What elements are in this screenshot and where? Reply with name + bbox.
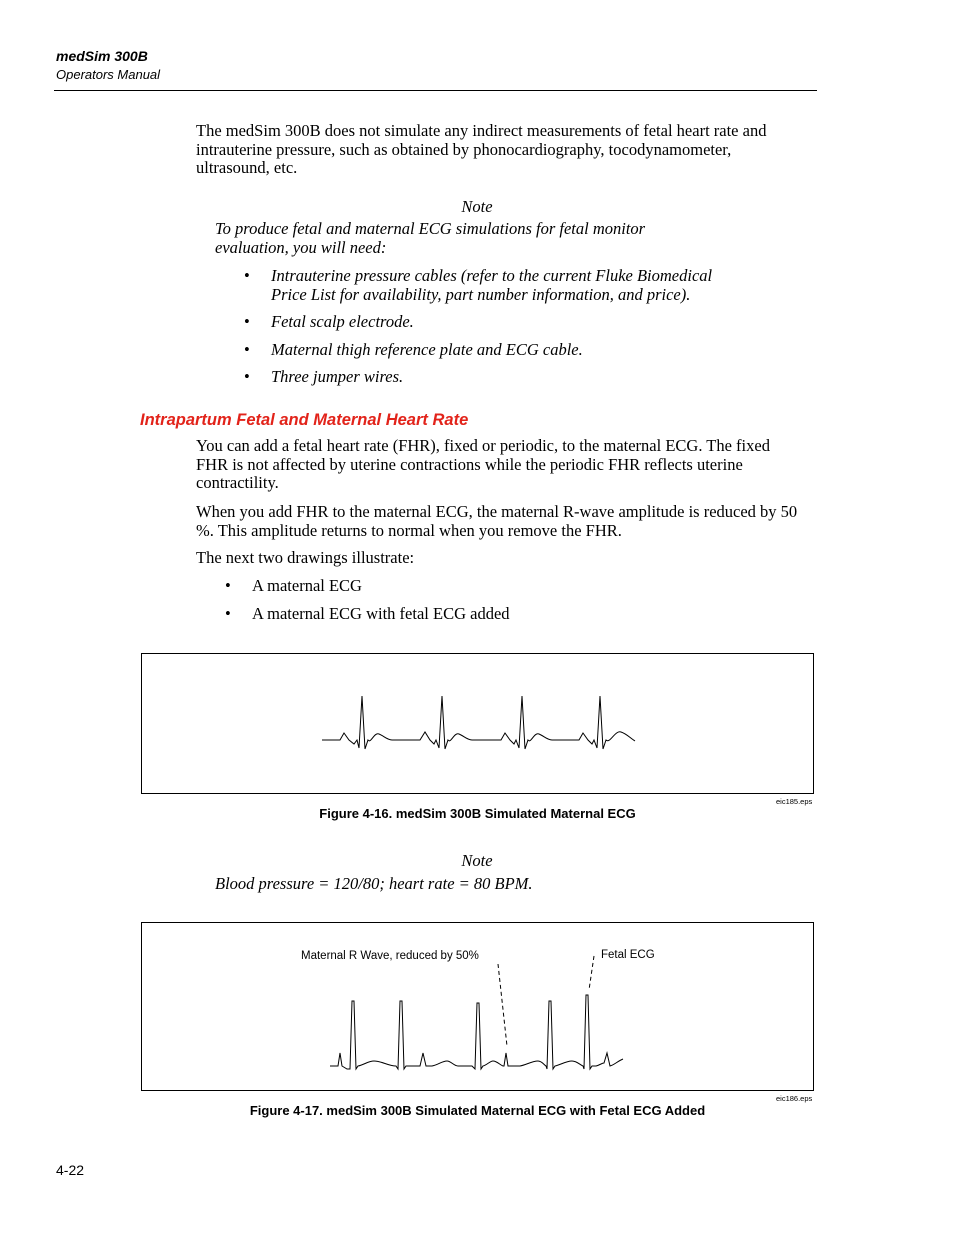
list-item xyxy=(244,368,744,387)
bullet-icon: • xyxy=(244,266,250,285)
list-item xyxy=(225,605,725,624)
figure-17-caption: Figure 4-17. medSim 300B Simulated Maternal ECG with Fetal ECG Added xyxy=(249,1103,706,1118)
fetal-ecg-label: Fetal ECG xyxy=(601,949,655,961)
section-bullet-list xyxy=(225,577,725,624)
maternal-label-leader xyxy=(498,964,507,1046)
list-item-text: Three jumper wires. xyxy=(271,367,404,386)
bullet-icon: • xyxy=(244,312,250,331)
list-item xyxy=(244,267,744,304)
figure-17-filename: eic186.eps xyxy=(776,1094,813,1103)
fetal-label-leader xyxy=(589,956,594,990)
intro-paragraph: The medSim 300B does not simulate any indirect measurements of fetal heart rate and intrauterine pressure, such as obtained by phonocardiography, tocodynamometer, ultrasound, etc. xyxy=(196,121,767,177)
list-item-text: A maternal ECG xyxy=(252,576,362,595)
section-heading: Intrapartum Fetal and Maternal Heart Rate xyxy=(140,411,469,429)
section-paragraph: You can add a fetal heart rate (FHR), fixed or periodic, to the maternal ECG. The fixed FHR is not affected by uterine contractions while the periodic FHR reflects uterine contractility. xyxy=(196,436,770,492)
list-item-text: Fetal scalp electrode. xyxy=(271,312,414,331)
list-item-text: A maternal ECG with fetal ECG added xyxy=(252,604,510,623)
section-paragraph: When you add FHR to the maternal ECG, the maternal R-wave amplitude is reduced by 50 %. This amplitude returns to normal when you remove the FHR. xyxy=(196,502,798,540)
note-bullet-list xyxy=(244,267,744,387)
note-body: To produce fetal and maternal ECG simulations for fetal monitor evaluation, you will need: xyxy=(215,219,646,257)
list-item-text: Intrauterine pressure cables (refer to the current Fluke Biomedical Price List for availability, part number information, and price). xyxy=(271,266,713,304)
header-divider xyxy=(54,90,817,91)
bullet-icon: • xyxy=(225,604,231,623)
figure-16-frame xyxy=(141,653,814,794)
list-item xyxy=(244,313,744,332)
header-product-name: medSim 300B xyxy=(56,48,148,64)
maternal-ecg-trace xyxy=(322,696,635,749)
note-title: Note xyxy=(461,197,493,216)
list-item xyxy=(225,577,725,596)
maternal-fetal-ecg-drawing xyxy=(142,923,815,1092)
bullet-icon: • xyxy=(225,576,231,595)
note-title: Note xyxy=(461,851,493,870)
maternal-ecg-drawing xyxy=(142,654,815,795)
page-number: 4-22 xyxy=(56,1162,85,1178)
figure-16-filename: eic185.eps xyxy=(776,797,813,806)
note-body: Blood pressure = 120/80; heart rate = 80 BPM. xyxy=(215,874,533,893)
maternal-fetal-ecg-trace xyxy=(330,995,623,1069)
bullet-icon: • xyxy=(244,339,250,359)
section-paragraph: The next two drawings illustrate: xyxy=(196,548,415,567)
list-item-text: Maternal thigh reference plate and ECG cable. xyxy=(271,339,583,359)
figure-17-frame xyxy=(141,922,814,1091)
maternal-r-wave-label: Maternal R Wave, reduced by 50% xyxy=(301,950,479,962)
list-item xyxy=(244,341,744,360)
header-manual-title: Operators Manual xyxy=(56,67,161,82)
bullet-icon: • xyxy=(244,367,250,386)
figure-16-caption: Figure 4-16. medSim 300B Simulated Maternal ECG xyxy=(319,806,636,821)
